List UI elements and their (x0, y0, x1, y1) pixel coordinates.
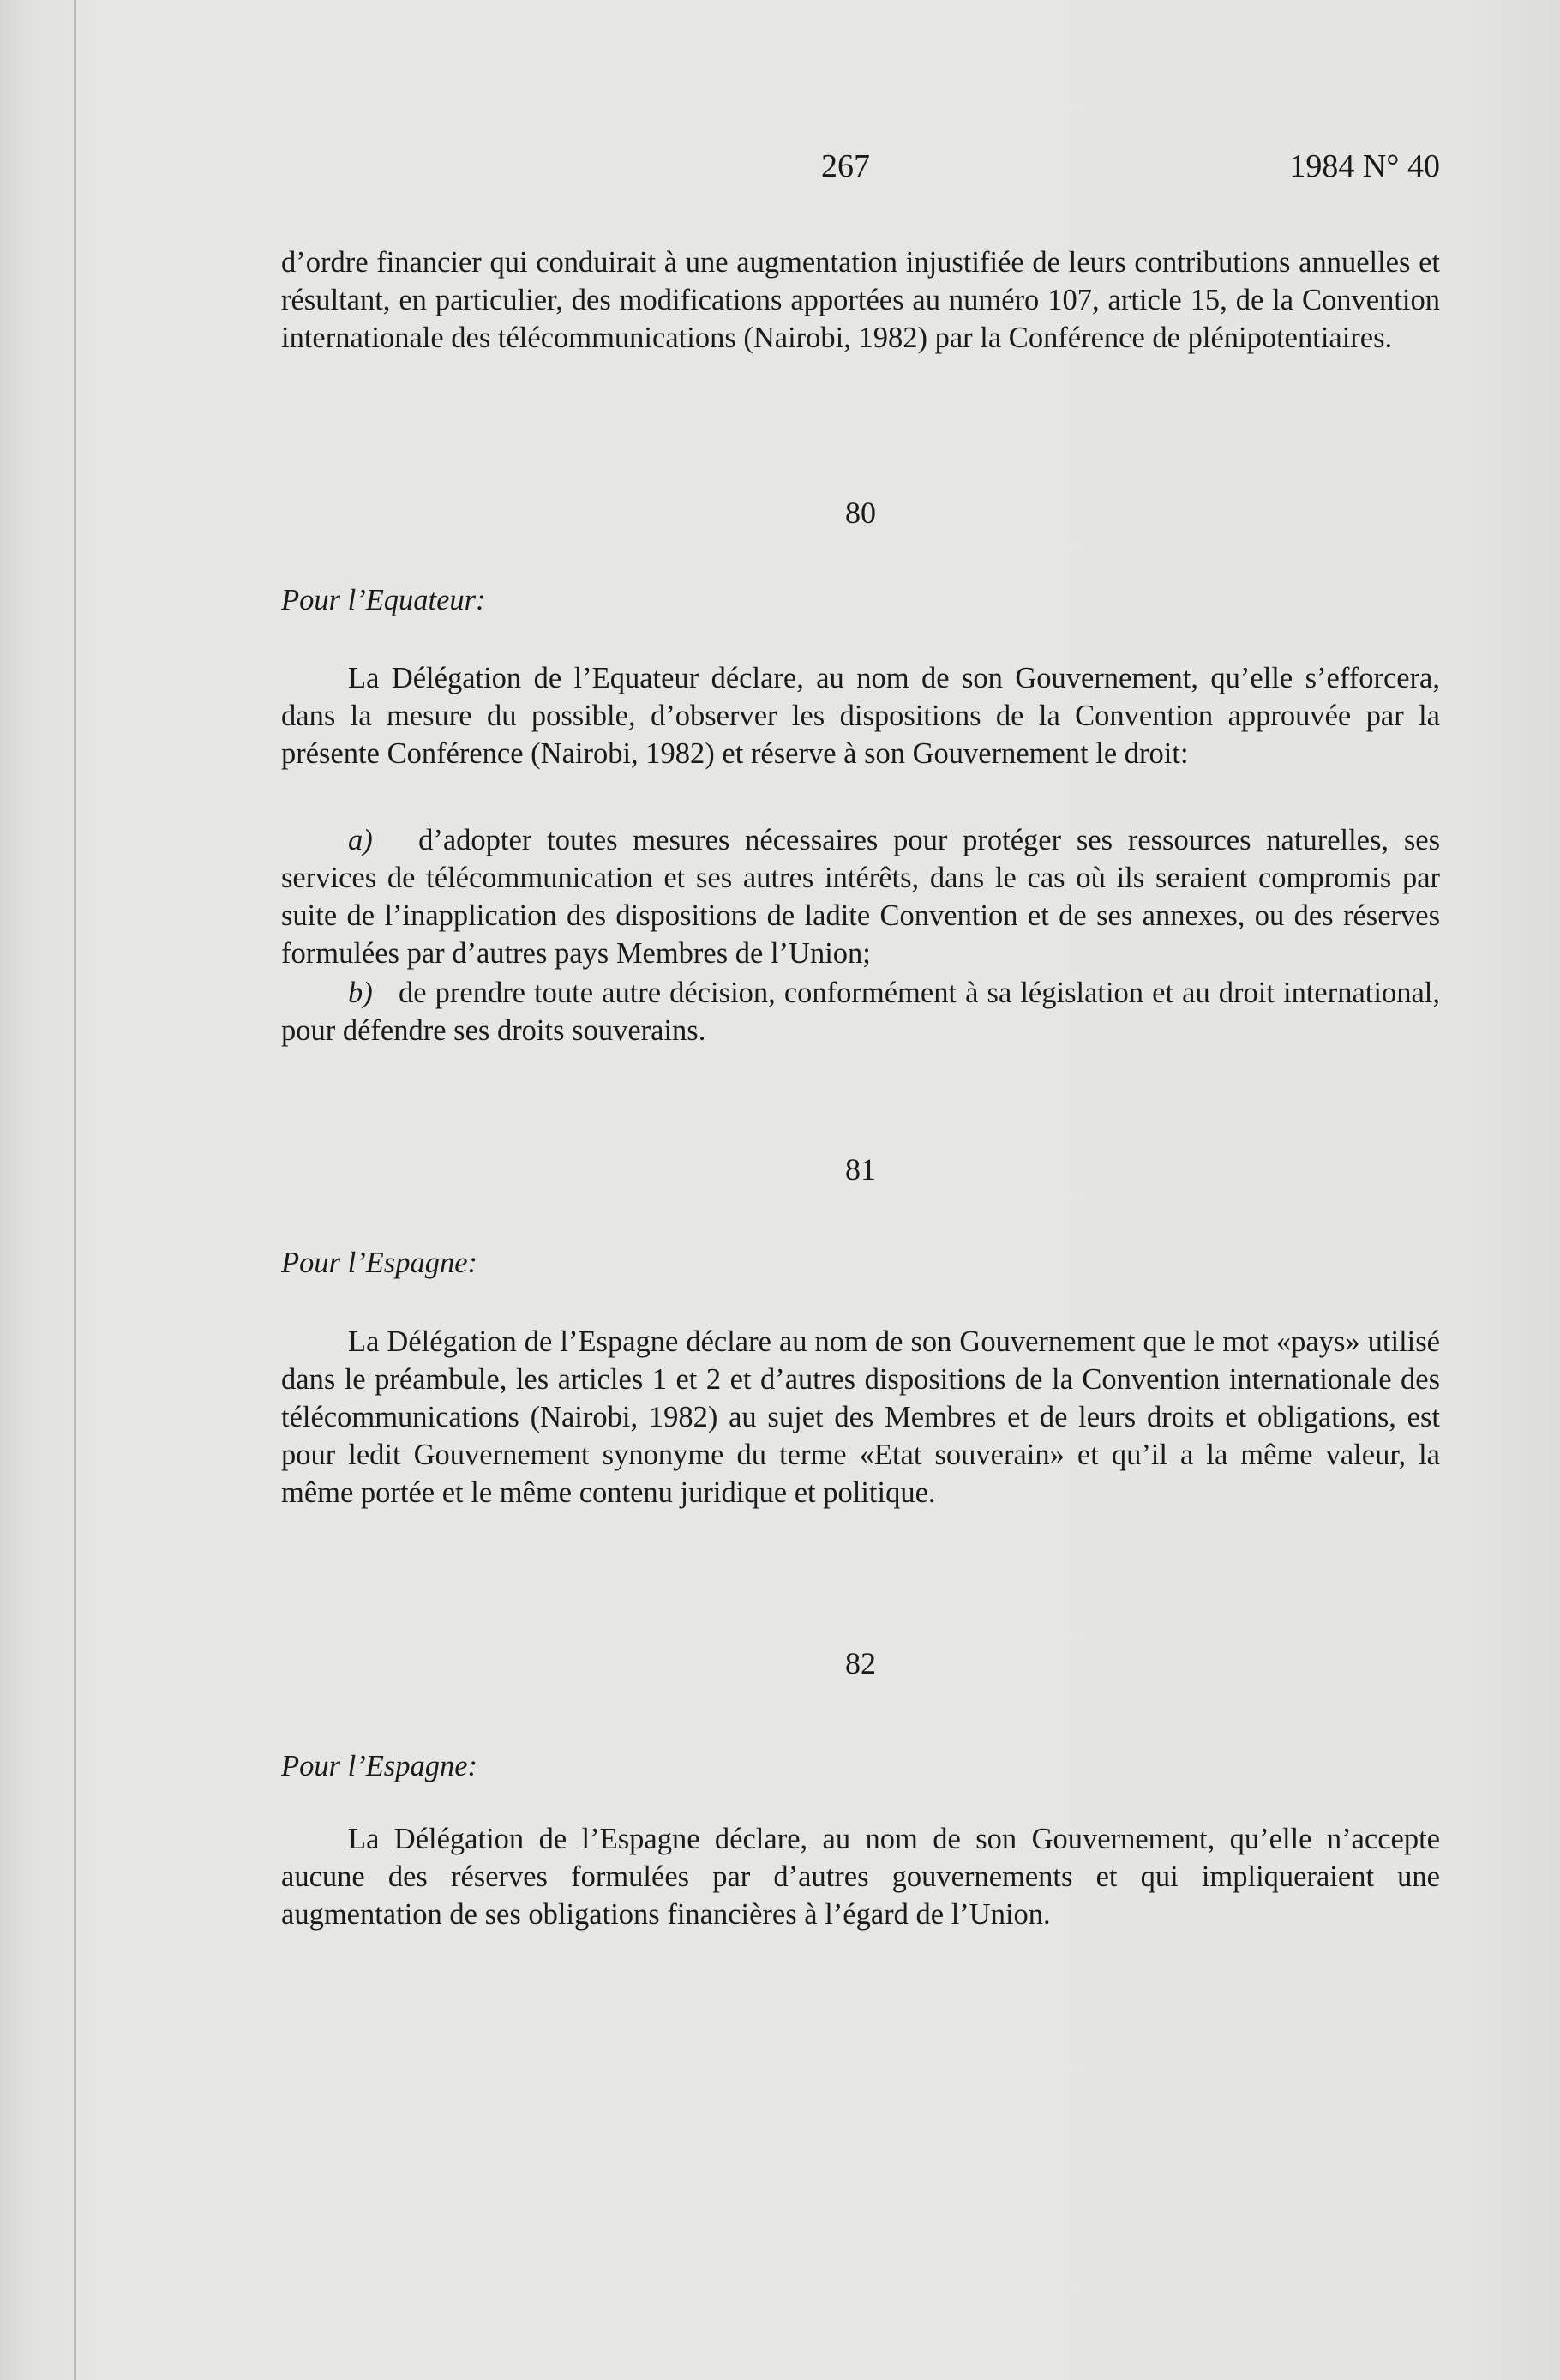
binding-edge (74, 0, 76, 2380)
item-text-b: de prendre toute autre décision, conformément à sa législation et au droit international, pour défendre ses droits souverains. (281, 977, 1440, 1047)
section-paragraph-ecuador: La Délégation de l’Equateur déclare, au nom de son Gouvernement, qu’elle s’efforcera, dans la mesure du possible, d’observer les dispositions de la Convention approuvée par la présente Conférence (Nairobi, 1982) et réserve à son Gouvernement le droit: (281, 662, 1440, 770)
page-number: 267 (821, 148, 870, 184)
section-number-80: 80 (845, 496, 876, 530)
section-paragraph-spain-1: La Délégation de l’Espagne déclare au nom de son Gouvernement que le mot «pays» utilisé dans le préambule, les articles 1 et 2 et d’autres dispositions de la Convention internationale des télécommunications (Nairobi, 1982) au sujet des Membres et de leurs droits et obligations, est pour ledit Gouvernement synonyme du terme «Etat souverain» et qu’il a la même valeur, la même portée et le même contenu juridique et politique. (281, 1325, 1440, 1509)
section-paragraph-spain-2: La Délégation de l’Espagne déclare, au nom de son Gouvernement, qu’elle n’accepte aucune des réserves formulées par d’autres gouvernements et qui impliqueraient une augmentation de ses obligations financières à l’égard de l’Union. (281, 1823, 1440, 1931)
section-label-ecuador: Pour l’Equateur: (281, 584, 486, 616)
section-label-spain-1: Pour l’Espagne: (281, 1247, 478, 1279)
item-letter-a: a) (348, 824, 373, 856)
item-text-a: d’adopter toutes mesures nécessaires pour protéger ses ressources naturelles, ses services de télécommunication et ses autres intérêts, dans le cas où ils seraient compromis par suite de l’inapplication des dispositions de ladite Convention et de ses annexes, ou des réserves formulées par d’autres pays Membres de l’Union; (281, 824, 1440, 970)
item-letter-b: b) (348, 977, 373, 1009)
section-label-spain-2: Pour l’Espagne: (281, 1750, 478, 1782)
page-header (281, 147, 1440, 190)
section-number-81: 81 (845, 1152, 876, 1187)
volume-number: 1984 N° 40 (1289, 148, 1440, 184)
list-item-a (281, 821, 1440, 972)
section-number-82: 82 (845, 1646, 876, 1680)
list-item-b (281, 974, 1440, 1049)
intro-paragraph: d’ordre financier qui conduirait à une augmentation injustifiée de leurs contributions annuelles et résultant, en particulier, des modifications apportées au numéro 107, article 15, de la Convention internationale des télécommunications (Nairobi, 1982) par la Conférence de plénipotentiaires. (281, 246, 1440, 354)
